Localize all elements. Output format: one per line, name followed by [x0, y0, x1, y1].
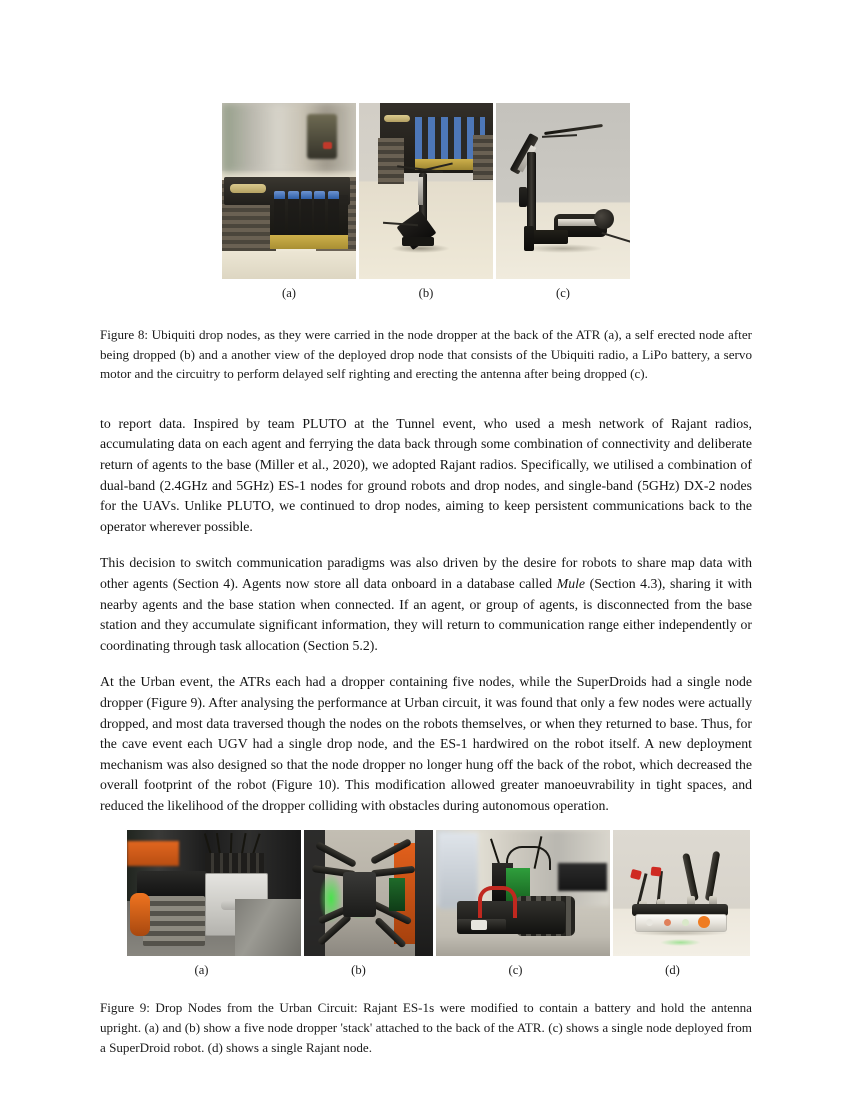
status-led: [698, 916, 710, 928]
status-led: [646, 919, 653, 926]
robot-track: [143, 896, 206, 946]
figure-8-sublabel-b: (b): [418, 286, 434, 300]
vertical-mast: [527, 152, 536, 233]
figure-8-sublabel-c: (c): [556, 286, 570, 300]
orange-drive-wheel: [130, 893, 150, 936]
antenna: [544, 124, 603, 135]
robot-logo: [384, 115, 410, 122]
figure-8-caption: Figure 8: Ubiquiti drop nodes, as they were carried in the node dropper at the back of the ATR (a), a self erected node after being dropped (b) and a another view of the deployed drop node that consists of the Ubiquiti radio, a LiPo battery, a servo motor and the circuitry to perform delayed self righting and erecting the antenna after being dropped (c).: [100, 327, 752, 382]
status-led: [682, 919, 689, 926]
base-leg: [524, 226, 534, 251]
background-machine: [307, 114, 337, 160]
figure-8-panel-a: [222, 103, 356, 279]
figure-8-panel-c: [496, 103, 630, 279]
circuit-board: [389, 878, 404, 911]
yellow-mounting-plate: [270, 235, 348, 249]
floor: [436, 936, 610, 956]
body-paragraph-3: At the Urban event, the ATRs each had a dropper containing five nodes, while the SuperDroids had a single node dropper (Figure 9). After analysing the performance at Urban circuit, it was found that only a few nodes were actually dropped, and most data traversed though the nodes on the robots themselves, or when they returned to base. Thus, for the cave event each UGV had a single drop node, and the ES-1 hardwired on the robot itself. A new deployment mechanism was also designed so that the node dropper no longer hung off the back of the robot, which decreased the overall footprint of the robot (Figure 10). This modification allowed greater manoeuvrability in tight spaces, and reduced the likelihood of the dropper colliding with obstacles during autonomous operation.: [100, 674, 752, 813]
servo-hub: [594, 209, 614, 229]
figure-8-sublabels: [219, 286, 633, 301]
figure-9-sublabel-c: (c): [508, 963, 523, 978]
background-table: [558, 863, 607, 891]
robot-hood: [137, 871, 207, 899]
antenna: [705, 850, 721, 901]
mast-highlight: [418, 177, 423, 205]
figure-9-panel-d: [613, 830, 750, 956]
led-glow: [660, 939, 701, 947]
figure-9-image-row: [125, 830, 752, 956]
figure-8-image-row: [100, 103, 752, 279]
dark-edge-right: [415, 830, 433, 956]
node-shadow: [632, 930, 728, 936]
antenna-tip: [630, 868, 642, 879]
figure-9-panel-a: [127, 830, 301, 956]
antenna: [601, 232, 630, 244]
database-name-mule: Mule: [556, 575, 586, 591]
body-paragraph-2: [100, 553, 752, 656]
figure-8-panel-b: [359, 103, 493, 279]
red-handle: [478, 886, 517, 918]
mounting-clip: [519, 187, 527, 206]
antenna-tip: [651, 867, 662, 877]
floor: [222, 251, 356, 279]
floor: [235, 899, 301, 957]
node-shadow: [523, 244, 603, 253]
figure-9-sublabels: [122, 963, 752, 978]
figure-9-sublabel-a: (a): [194, 963, 209, 978]
red-indicator: [323, 142, 332, 149]
figure-9-sublabel-d: (d): [665, 963, 680, 978]
figure-9-caption: Figure 9: Drop Nodes from the Urban Circuit: Rajant ES-1s were modified to contain a battery and hold the antenna upright. (a) and (b) show a five node dropper 'stack' attached to the back of the ATR. (c) shows a single node deployed from a SuperDroid robot. (d) shows a single Rajant node.: [100, 1000, 752, 1055]
orange-chassis-blur: [127, 841, 179, 866]
page-content-column: [100, 0, 752, 1057]
figure-9-sublabel-b: (b): [351, 963, 366, 978]
paragraph-2-text-after-italic: (Section 4.3), sharing it with nearby agents and the base station when connected. If an agent, or group of agents, is disconnected from the base station and they accumulate significant information, they will return to communication range either independently or coordinating through task allocation (Section 5.2).: [100, 575, 753, 653]
left-track: [378, 138, 404, 184]
figure-9-panel-b: [304, 830, 433, 956]
background-person: [439, 833, 477, 909]
node-label: [471, 920, 487, 930]
figure-9-panel-c: [436, 830, 610, 956]
figure-8-sublabel-a: (a): [282, 286, 296, 300]
body-paragraph-1: to report data. Inspired by team PLUTO at the Tunnel event, who used a mesh network of Rajant radios, accumulating data on each agent and ferrying the data back through some combination of connectivity and deliberate return of agents to the base (Miller et al., 2020), we adopted Rajant radios. Specifically, we utilised a combination of dual-band (2.4GHz and 5GHz) ES-1 nodes for ground robots and drop nodes, and single-band (5GHz) DX-2 nodes for the UAVs. Unlike PLUTO, we continued to drop nodes, aiming to keep persistent communications back to the operator wherever possible.: [100, 415, 752, 534]
barrel-highlight: [558, 219, 598, 226]
antenna: [682, 853, 699, 901]
paragraph-2-text-before-italic: This decision to switch communication paradigms was also driven by the desire for robots to share map data with other agents (Section 4). Agents now store all data onboard in a database called: [100, 555, 752, 591]
node-stack-top-plate: [343, 872, 377, 917]
status-led: [664, 919, 671, 926]
node-foot: [402, 237, 434, 246]
right-track: [473, 135, 493, 181]
robot-logo: [230, 184, 266, 193]
